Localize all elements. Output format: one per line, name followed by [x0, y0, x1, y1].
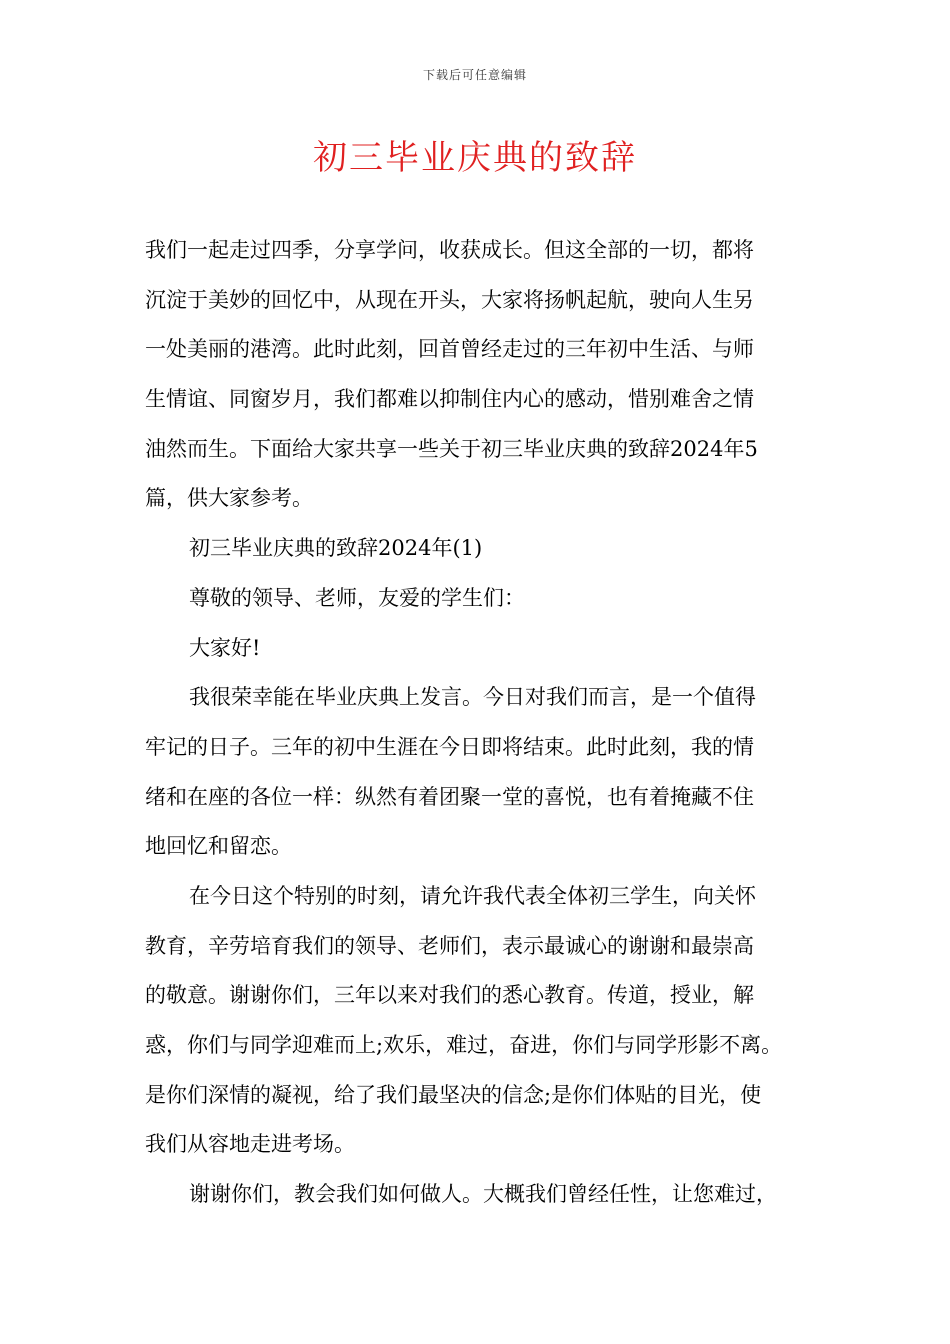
body-line: 在今日这个特别的时刻，请允许我代表全体初三学生，向关怀	[189, 883, 756, 908]
body-line: 尊敬的领导、老师，友爱的学生们：	[189, 585, 525, 610]
document-title: 初三毕业庆典的致辞	[313, 138, 637, 178]
body-line: 大家好!	[189, 635, 261, 660]
body-line: 初三毕业庆典的致辞2024年(1)	[189, 536, 483, 561]
body-line: 教育，辛劳培育我们的领导、老师们，表示最诚心的谢谢和最崇高	[145, 933, 754, 958]
body-line: 绪和在座的各位一样：纵然有着团聚一堂的喜悦，也有着掩藏不住	[145, 784, 754, 809]
body-line: 油然而生。下面给大家共享一些关于初三毕业庆典的致辞2024年5	[145, 436, 758, 461]
body-line: 的敬意。谢谢你们，三年以来对我们的悉心教育。传道，授业，解	[145, 983, 754, 1008]
body-line: 地回忆和留恋。	[145, 834, 292, 859]
body-line: 惑，你们与同学迎难而上;欢乐，难过，奋进，你们与同学形影不离。	[145, 1033, 783, 1057]
body-line: 我们一起走过四季，分享学问，收获成长。但这全部的一切，都将	[145, 238, 754, 262]
body-line: 我很荣幸能在毕业庆典上发言。今日对我们而言，是一个值得	[189, 685, 756, 710]
body-line: 牢记的日子。三年的初中生涯在今日即将结束。此时此刻，我的情	[145, 734, 754, 759]
body-line: 一处美丽的港湾。此时此刻，回首曾经走过的三年初中生活、与师	[145, 337, 754, 362]
body-line: 我们从容地走进考场。	[145, 1132, 355, 1157]
body-line: 是你们深情的凝视，给了我们最坚决的信念;是你们体贴的目光，使	[145, 1082, 762, 1107]
body-line: 谢谢你们，教会我们如何做人。大概我们曾经任性，让您难过，	[189, 1182, 777, 1207]
body-line: 篇，供大家参考。	[145, 486, 313, 511]
body-line: 沉淀于美妙的回忆中，从现在开头，大家将扬帆起航，驶向人生另	[145, 287, 754, 312]
document-body	[145, 226, 810, 1220]
header-note: 下载后可任意编辑	[422, 68, 527, 82]
body-line: 生情谊、同窗岁月，我们都难以抑制住内心的感动，惜别难舍之情	[145, 387, 754, 412]
